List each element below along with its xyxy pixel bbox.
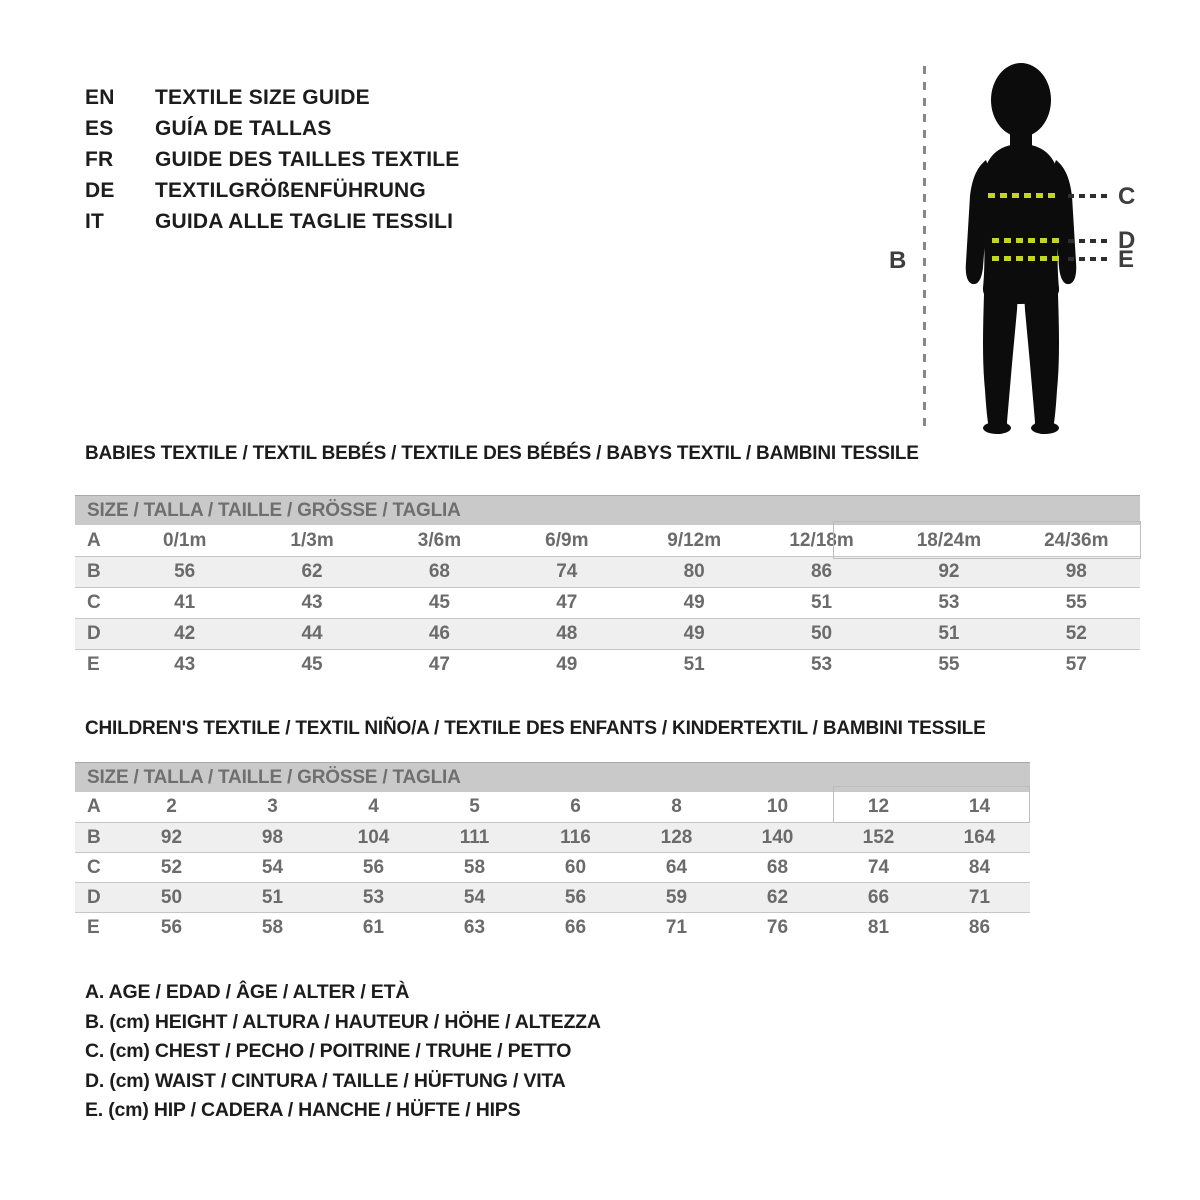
table-cell: 45: [301, 654, 323, 675]
table-cell: 58: [463, 856, 486, 878]
table-cell: 6: [570, 796, 581, 817]
table-cell: 86: [968, 916, 991, 938]
height-label: B: [889, 247, 907, 274]
table-row-height: [75, 822, 1030, 852]
language-code: IT: [85, 210, 105, 233]
table-cell: 49: [683, 592, 705, 613]
table-cell: 51: [810, 592, 833, 613]
table-cell: 58: [261, 916, 284, 938]
chest-measure-line: [988, 193, 1058, 198]
table-cell: 53: [810, 654, 833, 675]
table-cell: 49: [556, 654, 578, 675]
table-cell: 68: [766, 856, 789, 878]
table-cell: 66: [564, 916, 587, 938]
table-cell: 53: [362, 886, 385, 908]
language-row: [85, 206, 459, 237]
table-cell: 18/24m: [916, 529, 982, 551]
language-label: TEXTILGRÖßENFÜHRUNG: [155, 179, 426, 202]
table-cell: 50: [160, 886, 183, 908]
row-label: A: [87, 529, 101, 551]
table-cell: 56: [362, 856, 385, 878]
table-cell: 62: [301, 561, 323, 582]
table-cell: 44: [301, 623, 323, 644]
table-cell: 56: [174, 561, 196, 582]
children-table-header: SIZE / TALLA / TAILLE / GRÖSSE / TAGLIA: [75, 762, 1030, 792]
table-cell: 51: [683, 654, 705, 675]
table-row-waist: [75, 618, 1140, 649]
table-cell: 55: [1065, 592, 1087, 613]
table-cell: 12/18m: [789, 529, 854, 551]
table-cell: 0/1m: [163, 529, 207, 551]
table-cell: 43: [174, 654, 196, 675]
table-cell: 86: [810, 561, 833, 582]
table-cell: 128: [660, 826, 693, 848]
table-cell: 54: [261, 856, 284, 878]
table-cell: 52: [1065, 623, 1087, 644]
table-cell: 57: [1065, 654, 1087, 675]
legend-item-age: A. AGE / EDAD / ÂGE / ALTER / ETÀ: [85, 981, 410, 1003]
table-cell: 55: [938, 654, 960, 675]
waist-label: D: [1118, 227, 1136, 254]
row-label: D: [87, 886, 101, 908]
language-label: GUIDE DES TAILLES TEXTILE: [155, 148, 460, 171]
table-cell: 164: [963, 826, 996, 848]
legend-item-hip: E. (cm) HIP / CADERA / HANCHE / HÜFTE / HIPS: [85, 1099, 521, 1121]
table-cell: 59: [665, 886, 688, 908]
hip-extension-line: [1068, 257, 1110, 261]
table-row-hip: [75, 649, 1140, 680]
table-cell: 53: [938, 592, 960, 613]
table-cell: 5: [469, 796, 480, 817]
table-cell: 111: [459, 826, 490, 848]
row-label: B: [87, 561, 101, 582]
table-cell: 41: [174, 592, 196, 613]
language-row: [85, 175, 459, 206]
waist-measure-line: [992, 238, 1060, 243]
language-list: [85, 82, 459, 237]
table-row-chest: [75, 852, 1030, 882]
table-cell: 24/36m: [1044, 529, 1109, 551]
table-cell: 74: [556, 561, 578, 582]
table-cell: 51: [261, 886, 284, 908]
table-cell: 3/6m: [417, 529, 462, 551]
table-cell: 6/9m: [545, 529, 589, 551]
size-highlight-box: [833, 521, 1141, 559]
table-cell: 3: [267, 796, 278, 817]
chest-extension-line: [1068, 194, 1110, 198]
table-cell: 51: [938, 623, 960, 644]
table-row-chest: [75, 587, 1140, 618]
row-label: E: [87, 916, 100, 938]
legend-item-chest: C. (cm) CHEST / PECHO / POITRINE / TRUHE / PETTO: [85, 1040, 572, 1062]
table-cell: 140: [761, 826, 794, 848]
table-cell: 47: [556, 592, 578, 613]
table-cell: 54: [463, 886, 486, 908]
table-cell: 80: [683, 561, 705, 582]
table-cell: 14: [968, 796, 991, 817]
legend-item-height: B. (cm) HEIGHT / ALTURA / HAUTEUR / HÖHE / ALTEZZA: [85, 1010, 601, 1033]
table-cell: 49: [683, 623, 705, 644]
row-label: C: [87, 856, 101, 878]
height-measure-line: [923, 66, 926, 433]
table-cell: 1/3m: [290, 529, 334, 551]
table-cell: 43: [301, 592, 323, 613]
table-cell: 98: [1065, 561, 1087, 582]
table-row-hip: [75, 912, 1030, 942]
table-cell: 64: [665, 856, 688, 878]
language-code: DE: [85, 179, 115, 202]
row-label: A: [87, 796, 101, 817]
babies-table-header: SIZE / TALLA / TAILLE / GRÖSSE / TAGLIA: [75, 495, 1140, 525]
table-cell: 47: [428, 654, 450, 675]
language-row: [85, 113, 459, 144]
table-cell: 50: [810, 623, 833, 644]
table-cell: 2: [166, 796, 177, 817]
children-section-title: CHILDREN'S TEXTILE / TEXTIL NIÑO/A / TEXTILE DES ENFANTS / KINDERTEXTIL / BAMBINI TESSILE: [85, 718, 986, 739]
table-cell: 56: [160, 916, 183, 938]
table-cell: 116: [560, 826, 591, 848]
table-row-waist: [75, 882, 1030, 912]
chest-label: C: [1118, 183, 1136, 210]
row-label: D: [87, 623, 101, 644]
language-row: [85, 144, 459, 175]
language-row: [85, 82, 459, 113]
table-cell: 4: [368, 796, 379, 817]
table-cell: 98: [261, 826, 284, 848]
language-code: ES: [85, 117, 114, 140]
table-cell: 12: [867, 796, 890, 817]
table-cell: 52: [160, 856, 183, 878]
language-label: GUÍA DE TALLAS: [155, 117, 332, 140]
table-cell: 46: [428, 623, 450, 644]
table-cell: 63: [463, 916, 486, 938]
table-cell: 9/12m: [667, 529, 722, 551]
table-cell: 68: [428, 561, 450, 582]
language-label: GUIDA ALLE TAGLIE TESSILI: [155, 210, 454, 233]
hip-measure-line: [992, 256, 1062, 261]
babies-section-title: BABIES TEXTILE / TEXTIL BEBÉS / TEXTILE DES BÉBÉS / BABYS TEXTIL / BAMBINI TESSILE: [85, 443, 919, 464]
table-row-height: [75, 556, 1140, 587]
waist-extension-line: [1068, 239, 1110, 243]
legend-item-waist: D. (cm) WAIST / CINTURA / TAILLE / HÜFTUNG / VITA: [85, 1069, 566, 1092]
table-cell: 71: [968, 886, 991, 908]
table-cell: 74: [867, 856, 890, 878]
table-cell: 48: [556, 623, 578, 644]
table-cell: 61: [362, 916, 385, 938]
table-cell: 42: [174, 623, 196, 644]
table-cell: 84: [968, 856, 991, 878]
child-silhouette-figure: [956, 62, 1086, 437]
table-cell: 60: [564, 856, 587, 878]
table-cell: 45: [428, 592, 450, 613]
language-label: TEXTILE SIZE GUIDE: [155, 86, 370, 109]
table-cell: 104: [357, 826, 390, 848]
table-cell: 10: [766, 796, 789, 817]
table-cell: 66: [867, 886, 890, 908]
table-cell: 152: [862, 826, 895, 848]
table-cell: 92: [160, 826, 183, 848]
language-code: FR: [85, 148, 114, 171]
row-label: E: [87, 654, 100, 675]
table-cell: 81: [867, 916, 890, 938]
size-highlight-box: [833, 786, 1030, 823]
row-label: C: [87, 592, 101, 613]
table-cell: 71: [665, 916, 688, 938]
table-cell: 62: [766, 886, 789, 908]
table-cell: 56: [564, 886, 587, 908]
measurement-legend: [85, 978, 601, 1126]
language-code: EN: [85, 86, 115, 109]
table-cell: 92: [938, 561, 960, 582]
hip-label: E: [1118, 246, 1135, 273]
table-cell: 76: [766, 916, 789, 938]
table-cell: 8: [671, 796, 682, 817]
row-label: B: [87, 826, 101, 848]
